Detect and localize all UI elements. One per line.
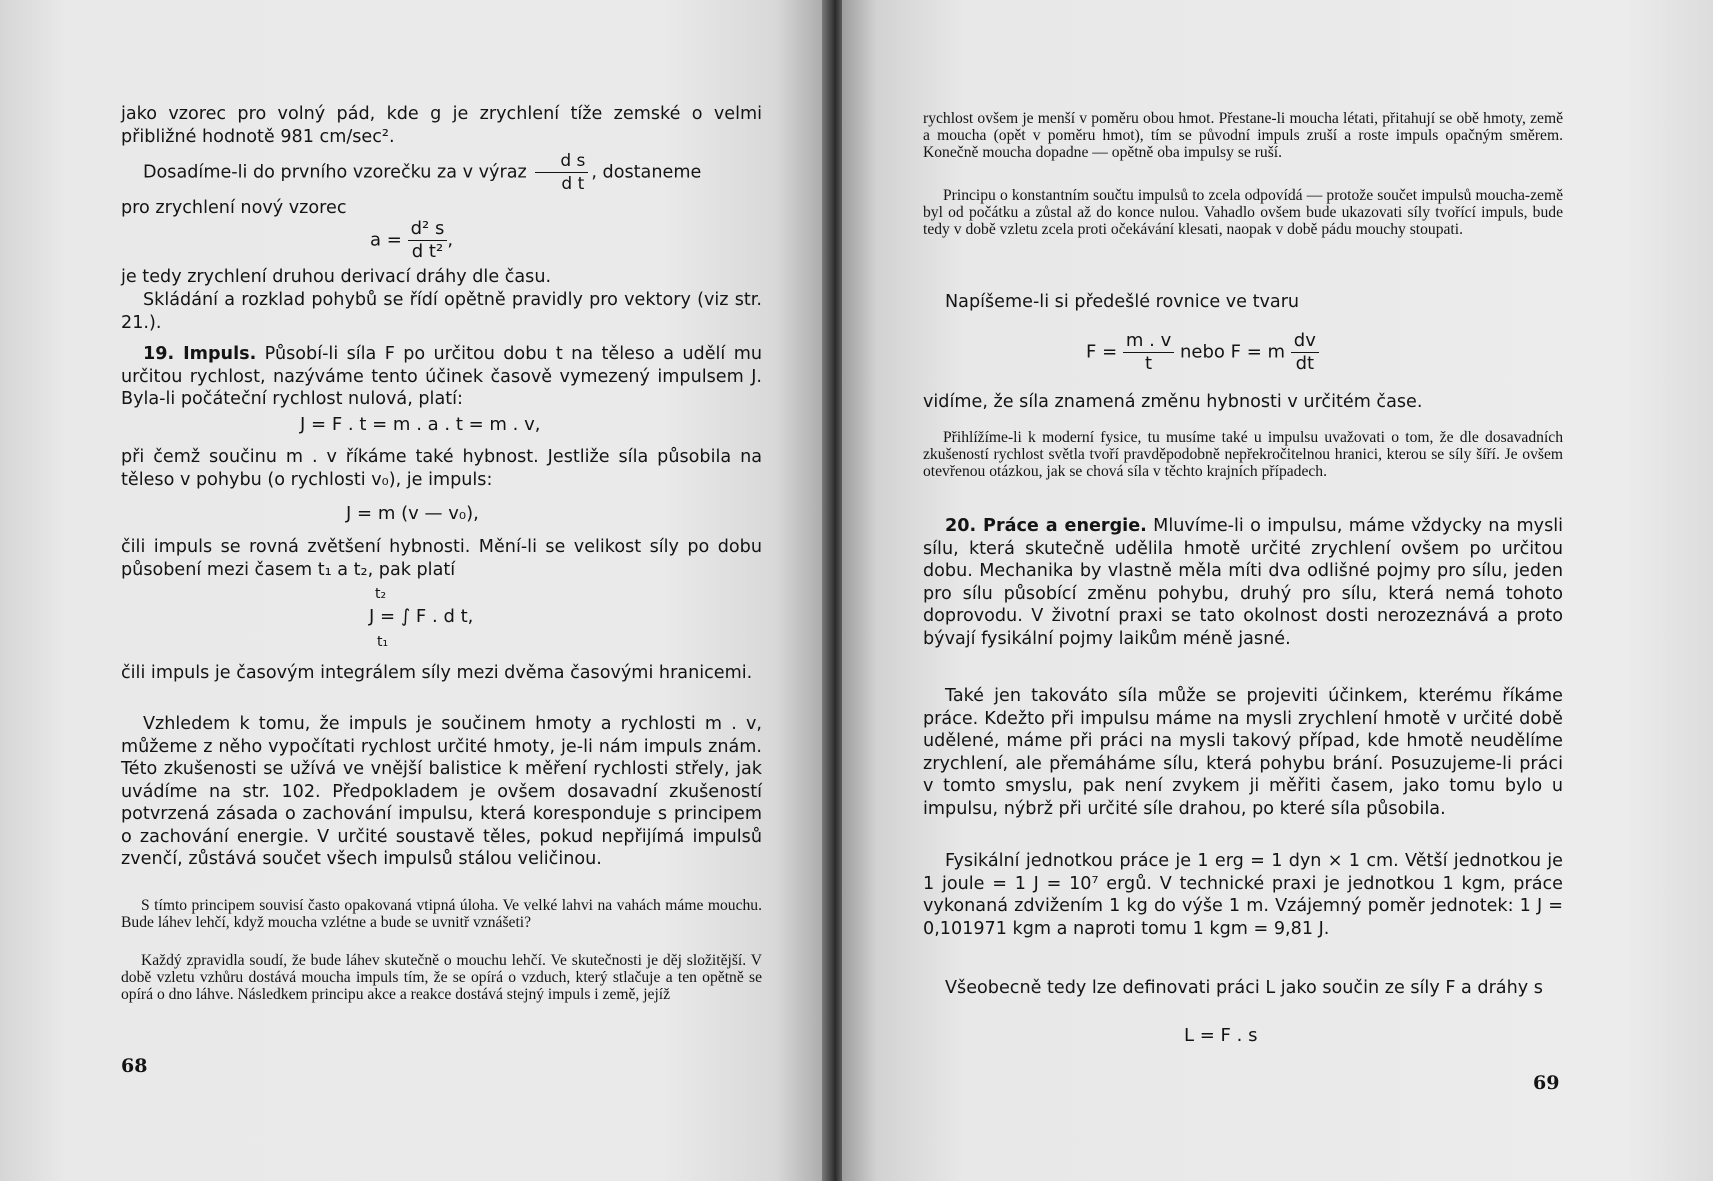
force-equation — [1086, 330, 1319, 375]
section-20-text: Mluvíme-li o impulsu, máme vždycky na mysli sílu, která skutečně udělila hmotě určité zrychlení ovšem po určitou dobu. Mechanika by vlastně měla míti dva odlišné pojmy pro sílu, jeden pro sílu působící změnu pohybu, druhý pro sílu, která nemá tohoto doprovodu. V životní praxi se tato okolnost dosti nerozeznává a proto bývají fysikální pojmy laikům méně jasné. — [923, 516, 1564, 649]
integral-upper-limit: t₂ — [375, 586, 387, 602]
right-small-paragraph-2: Principu o konstantním součtu impulsů to zcela odpovídá — protože součet impulsů moucha-země byl od počátku a zůstal až do konce nulou. Vahadlo ovšem bude ukazovati síly tvořící impuls, bude tedy v době vzletu zcela proti očekávání klesati, naopak v době pádu mouchy stoupati. — [923, 187, 1563, 238]
right-page — [842, 0, 1713, 1181]
force-eq-lhs: F = — [1086, 341, 1118, 363]
section-20-heading: 20. Práce a energie. — [945, 516, 1147, 536]
left-page — [0, 0, 826, 1181]
left-small-paragraph-1: S tímto principem souvisí často opakovaná vtipná úloha. Ve velké lahvi na vahách máme mouchu. Bude láhev lehčí, když moucha vzlétne a bude se uvnitř vznášeti? — [121, 897, 762, 931]
eq1-lhs: a = — [370, 229, 402, 251]
left-paragraph-4: Skládání a rozklad pohybů se řídí opětně pravidly pro vektory (viz str. 21.). — [121, 290, 762, 333]
left-paragraph-2 — [121, 150, 762, 195]
left-paragraph-3: je tedy zrychlení druhou derivací dráhy dle času. — [121, 267, 552, 287]
integral-equation: J = ∫ F . d t, — [369, 606, 474, 627]
section-20-paragraph — [923, 515, 1563, 650]
force-eq-middle: nebo F = m — [1180, 341, 1286, 363]
left-paragraph-8: čili impuls je časovým integrálem síly mezi dvěma časovými hranicemi. — [121, 663, 753, 683]
right-paragraph-7: Také jen takováto síla může se projeviti účinkem, kterému říkáme práce. Kdežto při impulsu máme na mysli zrychlení hmotě v určité době udělené, máme při práci na mysli takový případ, kde hmotě neudělíme zrychlení, ale přemáháme sílu, která pohybu brání. Posuzujeme-li práci v tomto smyslu, pak není zvykem ji měřiti časem, jako tomu bylo u impulsu, nýbrž při určité síle drahou, po které síla působila. — [923, 686, 1563, 819]
right-small-paragraph-1: rychlost ovšem je menší v poměru obou hmot. Přestane-li moucha létati, přitahují se obě hmoty, země a moucha (opět v poměru hmot), tím se původní impuls zruší a roste impuls opačným směrem. Konečně moucha dopadne — opětně oba impulsy se ruší. — [923, 110, 1563, 161]
right-paragraph-4: vidíme, že síla znamená změnu hybnosti v určitém čase. — [923, 392, 1423, 412]
left-paragraph-7: čili impuls se rovná zvětšení hybnosti. Mění-li se velikost síly po dobu působení mezi časem t₁ a t₂, pak platí — [121, 537, 762, 580]
right-paragraph-3: Napíšeme-li si předešlé rovnice ve tvaru — [945, 292, 1300, 312]
right-page-number: 69 — [1533, 1072, 1560, 1094]
section-19-heading: 19. Impuls. — [143, 344, 257, 364]
left-paragraph-1: jako vzorec pro volný pád, kde g je zrychlení tíže zemské o velmi přibližné hodnotě 981 cm/sec². — [121, 104, 762, 147]
left-paragraph-2c: pro zrychlení nový vzorec — [121, 198, 347, 218]
left-paragraph-2-end: , dostaneme — [591, 162, 702, 183]
right-small-paragraph-5: Přihlížíme-li k moderní fysice, tu musíme také u impulsu uvažovati o tom, že dle dosavadních zkušeností rychlost světla tvoří pravděpodobně nepřekročitelnou hranici, kterou se síly šíří. Je ovšem otevřenou otázkou, jak se chová síla v těchto krajních případech. — [923, 429, 1563, 480]
left-paragraph-9: Vzhledem k tomu, že impuls je součinem hmoty a rychlosti m . v, můžeme z něho vypočítati rychlost určité hmoty, je-li nám impuls znám. Této zkušenosti se užívá ve vnější balistice k měření rychlosti střely, jak uvádíme na str. 102. Předpokladem je ovšem dosavadní zkušeností potvrzená zásada o zachování impulsu, která koresponduje s principem o zachování energie. V určité soustavě těles, pokud nepřijímá impulsů zvenčí, zůstává součet všech impulsů stálou veličinou. — [121, 714, 762, 869]
force-eq-num2: dv — [1291, 330, 1319, 353]
right-paragraph-8: Fysikální jednotkou práce je 1 erg = 1 dyn × 1 cm. Větší jednotkou je 1 joule = 1 J = 10⁷ ergů. V technické praxi je jednotkou 1 kgm, práce vykonaná zdvižením 1 kg do výše 1 m. Vzájemný poměr jednotek: 1 J = 0,101971 kgm a naproti tomu 1 kgm = 9,81 J. — [923, 851, 1563, 939]
impulse-equation: J = F . t = m . a . t = m . v, — [300, 414, 541, 435]
right-paragraph-9: Všeobecně tedy lze definovati práci L jako součin ze síly F a dráhy s — [945, 978, 1543, 998]
work-equation: L = F . s — [1184, 1025, 1258, 1046]
dt-denominator: d t — [561, 174, 585, 194]
eq1-denominator: d t² — [411, 241, 444, 262]
force-eq-den2: dt — [1295, 353, 1315, 374]
force-eq-fraction-2 — [1291, 330, 1319, 375]
ds-dt-fraction — [535, 150, 588, 195]
impulse-difference-equation: J = m (v — v₀), — [346, 503, 479, 524]
left-page-number: 68 — [121, 1055, 148, 1077]
eq1-tail: , — [447, 229, 454, 251]
integral-lower-limit: t₁ — [377, 634, 389, 650]
left-paragraph-2-text: Dosadíme-li do prvního vzorečku za v výraz — [143, 162, 527, 183]
left-small-paragraph-2: Každý zpravidla soudí, že bude láhev skutečně o mouchu lehčí. Ve skutečnosti je děj složitější. V době vzletu vzhůru dostává moucha impuls tím, že se opírá o vzduch, který stlačuje a ten opětně se opírá o dno láhve. Následkem principu akce a reakce dostává stejný impuls i země, jejíž — [121, 952, 762, 1003]
section-19-paragraph — [121, 343, 762, 411]
force-eq-fraction-1 — [1123, 330, 1174, 375]
eq1-fraction — [408, 218, 448, 263]
acceleration-equation — [370, 218, 453, 263]
section-19-text: Působí-li síla F po určitou dobu t na těleso a udělí mu určitou rychlost, nazýváme tento účinek časově vymezený impulsem J. Byla-li počáteční rychlost nulová, platí: — [121, 344, 762, 409]
force-eq-den1: t — [1145, 353, 1153, 374]
eq1-numerator: d² s — [408, 218, 448, 241]
left-paragraph-6: při čemž součinu m . v říkáme také hybnost. Jestliže síla působila na těleso v pohybu (o rychlosti v₀), je impuls: — [121, 447, 762, 490]
ds-numerator: d s — [535, 150, 588, 173]
force-eq-num1: m . v — [1123, 330, 1174, 353]
